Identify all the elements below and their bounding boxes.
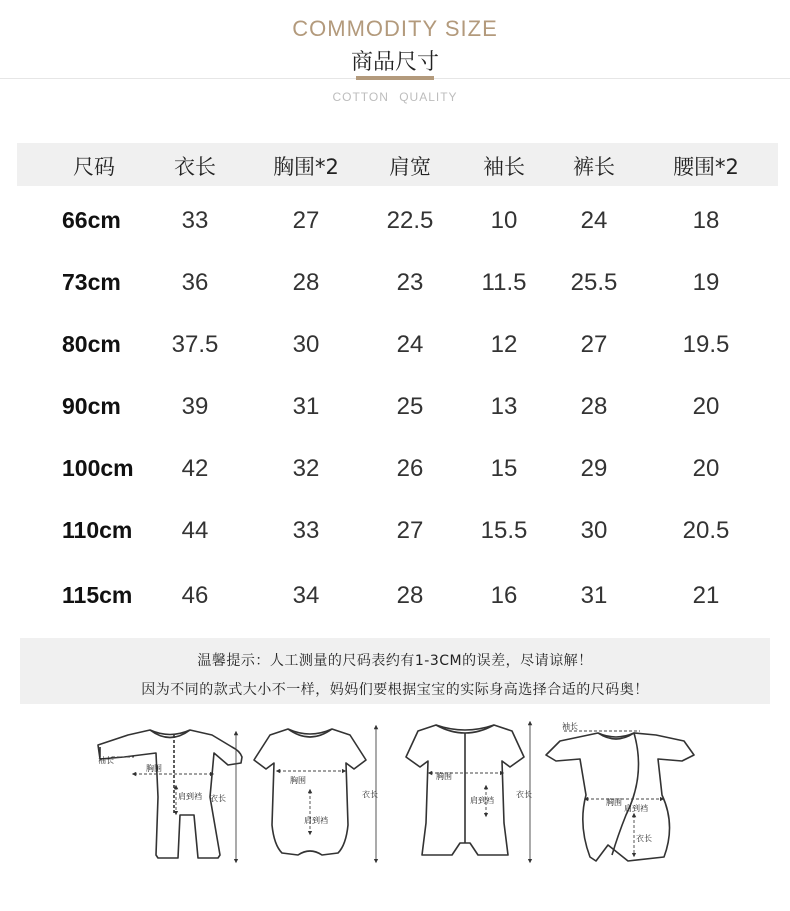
- table-cell: 12: [490, 331, 518, 358]
- table-cell: 46: [181, 582, 209, 609]
- table-cell: 24: [396, 331, 424, 358]
- table-cell: 18: [692, 207, 720, 234]
- label-crotch-3: 肩到裆: [470, 796, 494, 805]
- table-header-cell: 尺码: [73, 155, 115, 179]
- table-cell: 15: [490, 455, 518, 482]
- table-size-cell: 110cm: [62, 517, 133, 543]
- table-cell: 25.5: [570, 269, 618, 296]
- table-cell: 26: [396, 455, 424, 482]
- label-sleeve-4: 袖长: [562, 722, 578, 731]
- table-cell: 20.5: [682, 517, 730, 544]
- shortsleeve-romper-diagram: [406, 725, 524, 855]
- label-length-4: 衣长: [636, 834, 652, 843]
- table-header-cell: 衣长: [174, 155, 216, 179]
- table-cell: 27: [580, 331, 608, 358]
- header-title-cn: 商品尺寸: [350, 50, 439, 75]
- table-cell: 30: [292, 331, 320, 358]
- table-cell: 16: [490, 582, 518, 609]
- table-cell: 23: [396, 269, 424, 296]
- label-length-3: 衣长: [516, 790, 532, 799]
- table-cell: 31: [580, 582, 608, 609]
- table-cell: 34: [292, 582, 320, 609]
- table-cell: 27: [292, 207, 320, 234]
- table-header-cell: 腰围*2: [673, 155, 739, 179]
- label-crotch-4: 肩到裆: [624, 804, 648, 813]
- table-cell: 29: [580, 455, 608, 482]
- table-cell: 30: [580, 517, 608, 544]
- table-cell: 20: [692, 393, 720, 420]
- table-header-cell: 袖长: [483, 155, 525, 179]
- table-cell: 32: [292, 455, 320, 482]
- table-size-cell: 80cm: [62, 331, 121, 357]
- label-chest-3: 胸围: [436, 772, 452, 781]
- table-cell: 27: [396, 517, 424, 544]
- table-cell: 15.5: [480, 517, 528, 544]
- table-size-cell: 100cm: [62, 455, 134, 481]
- label-crotch-1: 肩到裆: [178, 792, 202, 801]
- table-size-cell: 90cm: [62, 393, 121, 419]
- table-cell: 11.5: [481, 269, 527, 296]
- table-cell: 31: [292, 393, 320, 420]
- label-crotch-2: 肩到裆: [304, 816, 328, 825]
- table-header-cell: 裤长: [573, 155, 615, 179]
- table-size-cell: 66cm: [62, 207, 121, 233]
- table-header-cell: 胸围*2: [273, 155, 339, 179]
- table-cell: 28: [580, 393, 608, 420]
- table-cell: 33: [181, 207, 209, 234]
- table-size-cell: 115cm: [62, 582, 133, 608]
- table-cell: 37.5: [171, 331, 219, 358]
- garment-diagrams: [0, 705, 790, 905]
- table-cell: 28: [396, 582, 424, 609]
- header-subtitle: COTTON QUALITY: [332, 90, 458, 104]
- table-cell: 10: [490, 207, 518, 234]
- label-chest-4: 胸围: [606, 798, 622, 807]
- table-size-cell: 73cm: [62, 269, 121, 295]
- table-cell: 13: [490, 393, 518, 420]
- table-cell: 19: [692, 269, 720, 296]
- table-header-cell: 肩宽: [389, 155, 431, 179]
- table-cell: 33: [292, 517, 320, 544]
- header-accent-bar: [356, 76, 434, 80]
- table-cell: 25: [396, 393, 424, 420]
- label-sleeve-1: 袖长: [98, 756, 114, 765]
- label-length-2: 衣长: [362, 790, 378, 799]
- table-cell: 24: [580, 207, 608, 234]
- header-title-en: COMMODITY SIZE: [292, 16, 498, 41]
- table-cell: 36: [181, 269, 209, 296]
- table-cell: 22.5: [386, 207, 434, 234]
- table-cell: 39: [181, 393, 209, 420]
- table-cell: 44: [181, 517, 209, 544]
- kimono-suit-diagram: [546, 733, 694, 861]
- notice-line-2: 因为不同的款式大小不一样，妈妈们要根据宝宝的实际身高选择合适的尺码奥！: [141, 682, 649, 698]
- table-cell: 21: [692, 582, 720, 609]
- notice-line-1: 温馨提示：人工测量的尺码表约有1-3CM的误差，尽请谅解！: [197, 653, 593, 669]
- table-cell: 28: [292, 269, 320, 296]
- table-cell: 20: [692, 455, 720, 482]
- label-chest-1: 胸围: [146, 764, 162, 773]
- label-chest-2: 胸围: [290, 776, 306, 785]
- table-cell: 19.5: [682, 331, 730, 358]
- table-cell: 42: [181, 455, 209, 482]
- label-length-1: 衣长: [210, 794, 226, 803]
